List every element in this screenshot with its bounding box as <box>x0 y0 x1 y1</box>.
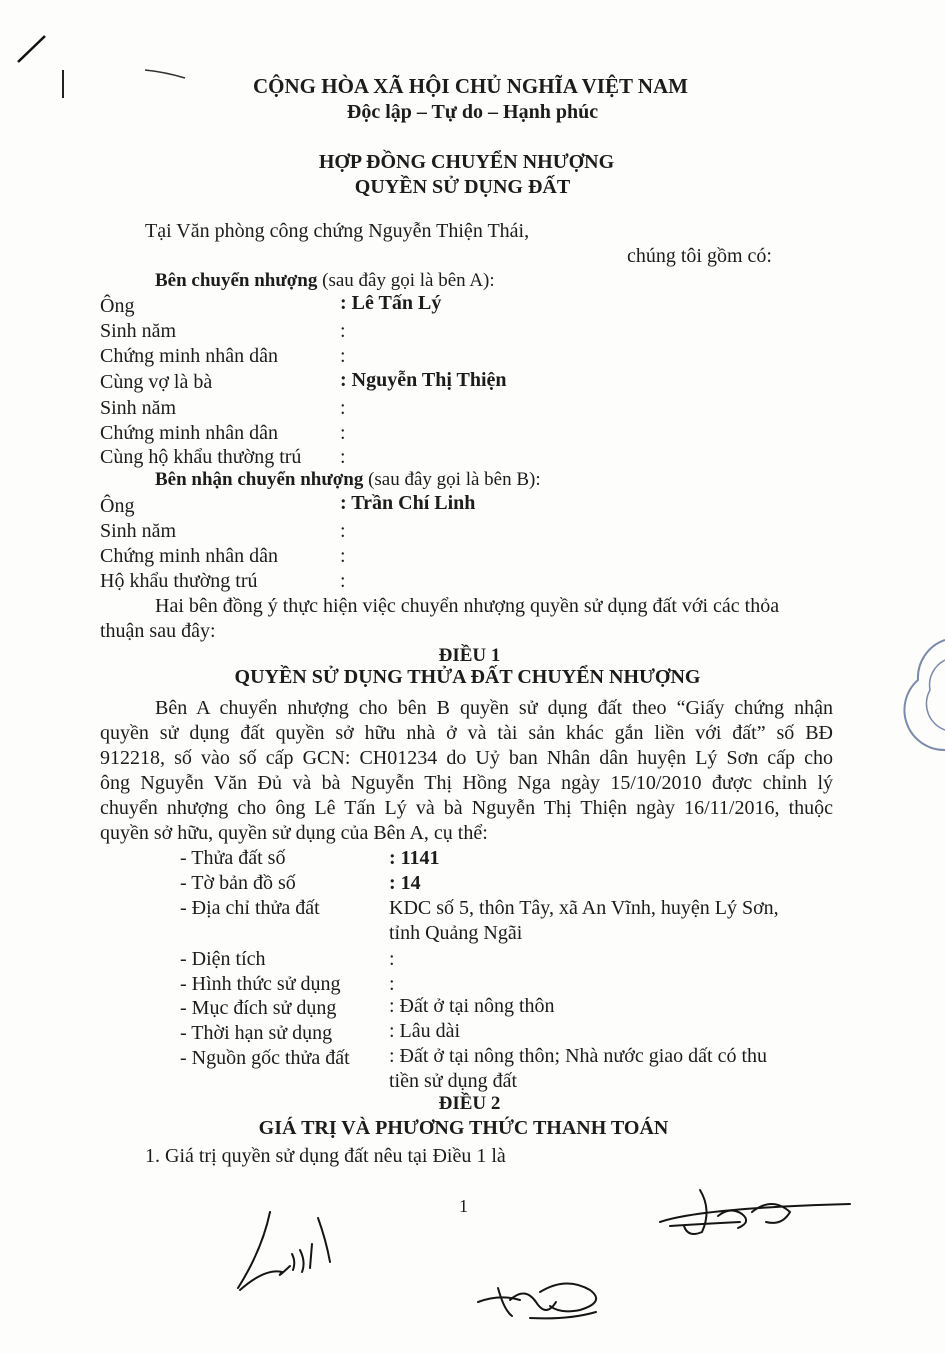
signature-right <box>660 1190 850 1234</box>
article1-number: ĐIỀU 1 <box>438 645 501 666</box>
party-a-value-6: : <box>340 446 346 468</box>
article1-para-line1: Bên A chuyển nhượng cho bên B quyền sử dụng đất theo “Giấy chứng nhận <box>155 697 833 719</box>
signature-left <box>238 1212 330 1290</box>
contract-title-line2: QUYỀN SỬ DỤNG ĐẤT <box>354 176 571 198</box>
article1-para-line6: quyền sở hữu, quyền sử dụng của Bên A, cụ thể: <box>100 822 488 844</box>
party-a-label-6: Cùng hộ khẩu thường trú <box>100 446 302 468</box>
article1-para-line4: ông Nguyễn Văn Đủ và bà Nguyễn Thị Hồng Nga ngày 15/10/2010 được chỉnh lý <box>100 772 833 794</box>
party-a-value-2: : <box>340 345 346 367</box>
notary-office-line: Tại Văn phòng công chứng Nguyễn Thiện Thái, <box>145 220 530 242</box>
article1-title: QUYỀN SỬ DỤNG THỬA ĐẤT CHUYỂN NHƯỢNG <box>234 666 701 688</box>
detail-value-origin-line2: tiền sử dụng đất <box>389 1070 518 1092</box>
party-b-value-3: : <box>340 570 346 592</box>
party-a-heading-bold: Bên chuyển nhượng <box>155 270 318 291</box>
article1-para-line5: chuyển nhượng cho ông Lê Tấn Lý và bà Nguyễn Thị Thiện ngày 16/11/2016, thuộc <box>100 797 833 819</box>
article1-para-line2: quyền sử dụng đất quyền sở hữu nhà ở và tài sản khác gắn liền với đất” số BĐ <box>100 722 833 744</box>
detail-label-use-form: - Hình thức sử dụng <box>180 973 341 995</box>
party-b-label-3: Hộ khẩu thường trú <box>100 570 258 592</box>
detail-label-area: - Diện tích <box>180 948 266 970</box>
article2-item1: 1. Giá trị quyền sử dụng đất nêu tại Điều 1 là <box>145 1145 506 1167</box>
nation-title: CỘNG HÒA XÃ HỘI CHỦ NGHĨA VIỆT NAM <box>252 74 689 98</box>
party-b-heading-bold: Bên nhận chuyển nhượng <box>155 469 364 490</box>
article2-number: ĐIỀU 2 <box>438 1093 501 1114</box>
detail-value-purpose: : Đất ở tại nông thôn <box>389 995 555 1017</box>
signature-bottom <box>478 1283 596 1318</box>
motto: Độc lập – Tự do – Hạnh phúc <box>346 101 599 123</box>
party-b-label-1: Sinh năm <box>100 520 177 542</box>
detail-value-term: : Lâu dài <box>389 1020 461 1042</box>
party-a-label-2: Chứng minh nhân dân <box>100 345 279 367</box>
article2-title: GIÁ TRỊ VÀ PHƯƠNG THỨC THANH TOÁN <box>258 1117 669 1139</box>
detail-label-map-sheet: - Tờ bản đồ số <box>180 872 296 894</box>
party-a-label-4: Sinh năm <box>100 397 177 419</box>
party-b-label-0: Ông <box>100 495 135 517</box>
detail-value-parcel: : 1141 <box>389 847 440 869</box>
detail-label-term: - Thời hạn sử dụng <box>180 1022 333 1044</box>
article1-para-line3: 912218, số vào số cấp GCN: CH01234 do Uỷ ban Nhân dân huyện Lý Sơn cấp cho <box>100 747 833 769</box>
detail-value-address-line2: tỉnh Quảng Ngãi <box>389 922 523 944</box>
party-a-label-1: Sinh năm <box>100 320 177 342</box>
we-include-line: chúng tôi gồm có: <box>627 245 772 267</box>
detail-value-address: KDC số 5, thôn Tây, xã An Vĩnh, huyện Lý Sơn, <box>389 897 779 919</box>
party-a-label-0: Ông <box>100 295 135 317</box>
detail-label-origin: - Nguồn gốc thửa đất <box>180 1047 350 1069</box>
party-b-label-2: Chứng minh nhân dân <box>100 545 279 567</box>
detail-value-use-form: : <box>389 973 395 995</box>
party-a-value-0: : Lê Tấn Lý <box>340 292 442 314</box>
party-b-value-2: : <box>340 545 346 567</box>
agreement-line1: Hai bên đồng ý thực hiện việc chuyển nhượng quyền sử dụng đất với các thỏa <box>155 595 780 617</box>
party-a-label-3: Cùng vợ là bà <box>100 371 213 393</box>
party-a-value-4: : <box>340 397 346 419</box>
party-a-value-5: : <box>340 422 346 444</box>
detail-label-purpose: - Mục đích sử dụng <box>180 997 337 1019</box>
party-a-value-3: : Nguyễn Thị Thiện <box>340 369 507 391</box>
party-a-value-1: : <box>340 320 346 342</box>
page-number: 1 <box>459 1196 468 1216</box>
contract-title-line1: HỢP ĐỒNG CHUYỂN NHƯỢNG <box>318 151 615 173</box>
party-b-value-0: : Trần Chí Linh <box>340 492 476 514</box>
party-a-label-5: Chứng minh nhân dân <box>100 422 279 444</box>
party-b-value-1: : <box>340 520 346 542</box>
detail-value-area: : <box>389 948 395 970</box>
detail-label-parcel: - Thửa đất số <box>180 847 286 869</box>
agreement-line2: thuận sau đây: <box>100 620 216 642</box>
party-b-heading-note: (sau đây gọi là bên B): <box>368 469 541 490</box>
detail-value-origin: : Đất ở tại nông thôn; Nhà nước giao dất có thu <box>389 1045 768 1067</box>
detail-value-map-sheet: : 14 <box>389 872 421 894</box>
detail-label-address: - Địa chỉ thửa đất <box>180 897 320 919</box>
party-a-heading-note: (sau đây gọi là bên A): <box>322 270 495 291</box>
